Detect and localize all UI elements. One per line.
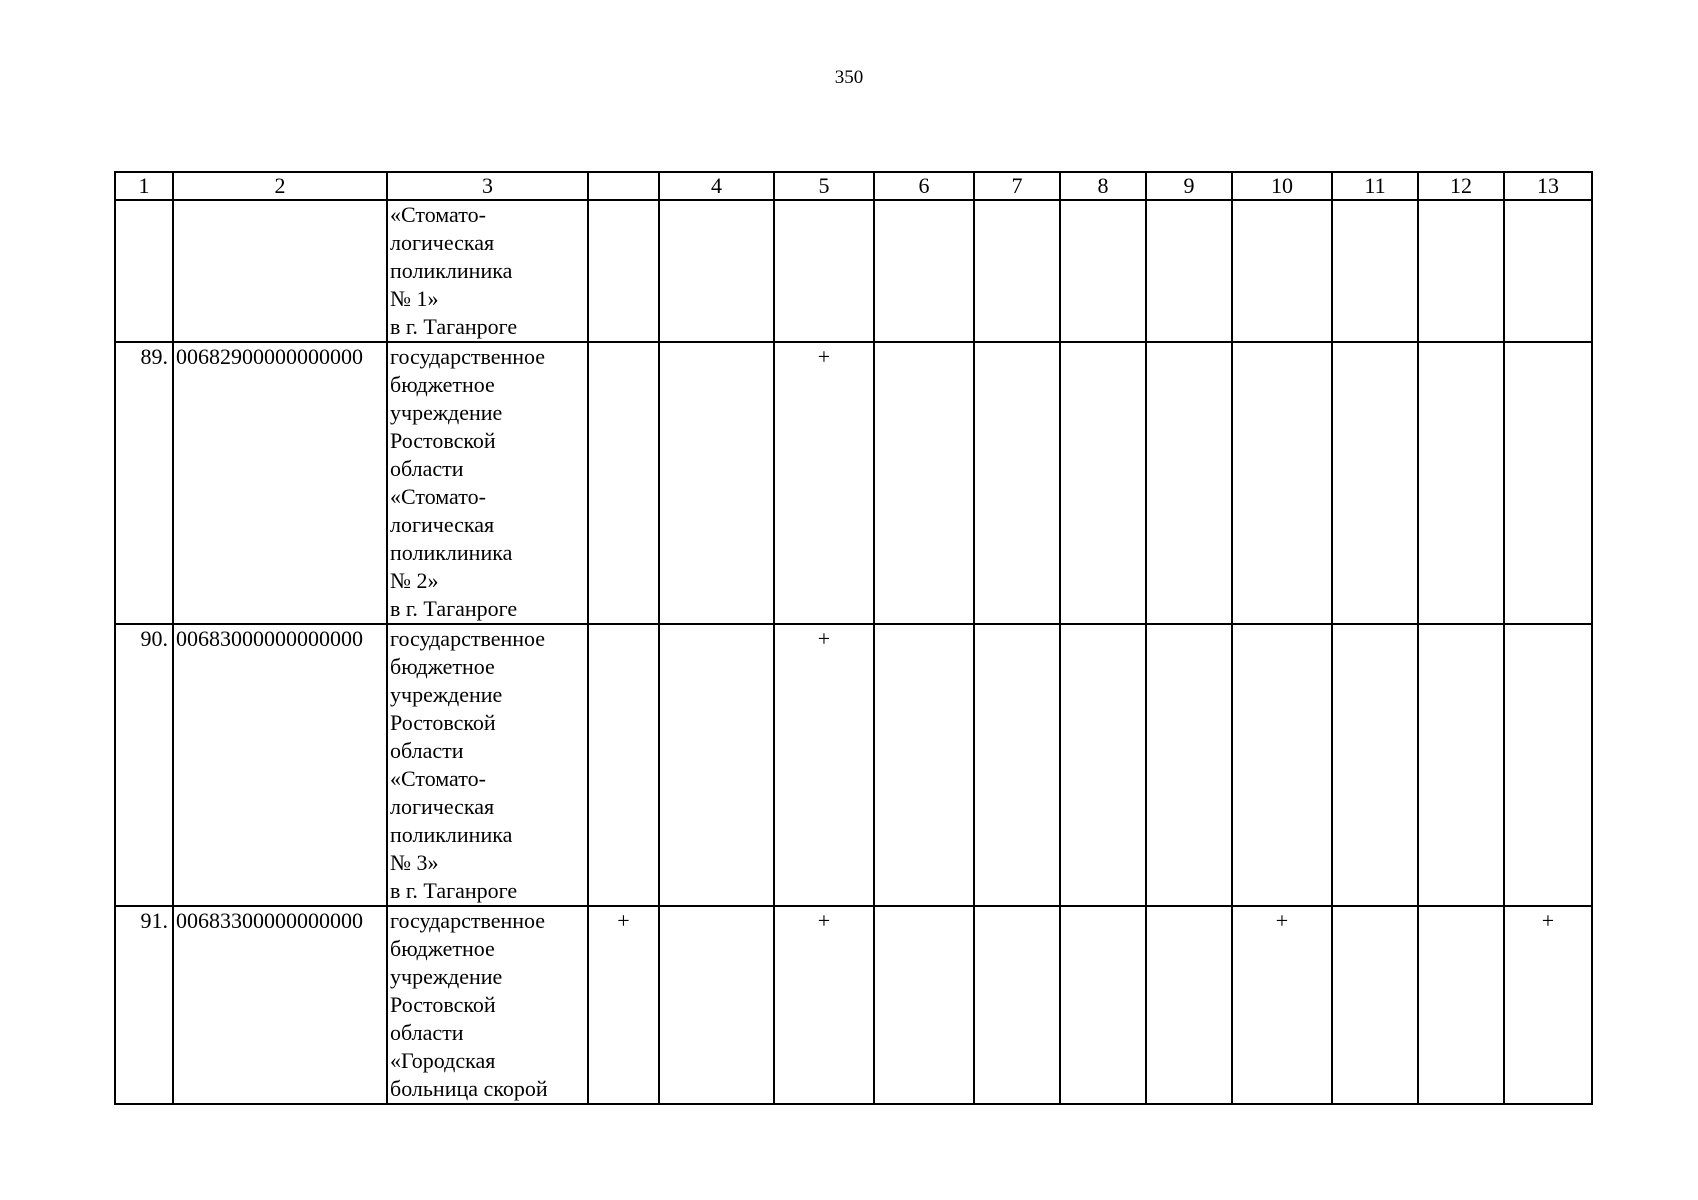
column-header: 13	[1504, 172, 1592, 200]
name-line: № 2»	[390, 568, 439, 593]
mark-cell	[1504, 624, 1592, 906]
institution-name	[387, 342, 588, 624]
mark-cell: +	[1504, 906, 1592, 1104]
mark-cell	[874, 342, 974, 624]
column-header: 9	[1146, 172, 1232, 200]
institution-name	[387, 906, 588, 1104]
column-header: 8	[1060, 172, 1146, 200]
mark-cell: +	[1232, 906, 1332, 1104]
name-line: государственное	[390, 908, 546, 933]
mark-cell	[659, 342, 774, 624]
name-line: Ростовской	[390, 992, 496, 1017]
page-number: 350	[834, 67, 864, 88]
mark-cell	[974, 342, 1060, 624]
registry-table	[114, 171, 1593, 1105]
table-row	[115, 200, 1592, 342]
table-header-row	[115, 172, 1592, 200]
table-row	[115, 906, 1592, 1104]
row-number: 91.	[115, 906, 173, 1104]
mark-cell	[1332, 906, 1418, 1104]
mark-cell	[874, 906, 974, 1104]
mark-cell	[588, 624, 659, 906]
mark-cell: +	[774, 342, 874, 624]
column-header: 2	[173, 172, 387, 200]
column-header: 1	[115, 172, 173, 200]
row-number: 90.	[115, 624, 173, 906]
name-line: «Стомато-	[390, 202, 486, 227]
row-number	[115, 200, 173, 342]
mark-cell	[1146, 342, 1232, 624]
name-line: «Городская	[390, 1048, 496, 1073]
mark-cell	[1418, 906, 1504, 1104]
mark-cell	[874, 624, 974, 906]
row-code: 00683000000000000	[173, 624, 387, 906]
mark-cell	[659, 906, 774, 1104]
mark-cell	[1332, 342, 1418, 624]
mark-cell	[1232, 342, 1332, 624]
mark-cell	[974, 624, 1060, 906]
row-code: 00682900000000000	[173, 342, 387, 624]
row-number: 89.	[115, 342, 173, 624]
mark-cell	[974, 906, 1060, 1104]
name-line: логическая	[390, 230, 495, 255]
name-line: в г. Таганроге	[390, 314, 518, 339]
mark-cell: +	[774, 906, 874, 1104]
name-line: больница скорой	[390, 1076, 548, 1101]
column-header: 7	[974, 172, 1060, 200]
mark-cell	[1146, 624, 1232, 906]
name-line: в г. Таганроге	[390, 596, 518, 621]
name-line: государственное	[390, 626, 546, 651]
mark-cell	[1332, 200, 1418, 342]
mark-cell	[1332, 624, 1418, 906]
name-line: государственное	[390, 344, 546, 369]
mark-cell	[1060, 342, 1146, 624]
mark-cell	[588, 342, 659, 624]
mark-cell	[588, 200, 659, 342]
institution-name	[387, 624, 588, 906]
mark-cell	[1418, 200, 1504, 342]
mark-cell	[1418, 342, 1504, 624]
name-line: логическая	[390, 794, 495, 819]
mark-cell	[974, 200, 1060, 342]
mark-cell	[1146, 200, 1232, 342]
name-line: области	[390, 738, 464, 763]
mark-cell: +	[774, 624, 874, 906]
mark-cell	[874, 200, 974, 342]
name-line: учреждение	[390, 682, 503, 707]
column-header: 6	[874, 172, 974, 200]
mark-cell	[659, 200, 774, 342]
name-line: Ростовской	[390, 710, 496, 735]
name-line: области	[390, 456, 464, 481]
mark-cell	[1146, 906, 1232, 1104]
column-header: 11	[1332, 172, 1418, 200]
name-line: логическая	[390, 512, 495, 537]
mark-cell	[1060, 906, 1146, 1104]
name-line: бюджетное	[390, 936, 495, 961]
mark-cell	[1504, 342, 1592, 624]
mark-cell	[1418, 624, 1504, 906]
mark-cell: +	[588, 906, 659, 1104]
mark-cell	[1060, 200, 1146, 342]
mark-cell	[1504, 200, 1592, 342]
name-line: «Стомато-	[390, 484, 486, 509]
table-row	[115, 624, 1592, 906]
name-line: учреждение	[390, 400, 503, 425]
column-header: 3	[387, 172, 588, 200]
name-line: поликлиника	[390, 540, 513, 565]
table-row	[115, 342, 1592, 624]
column-header: 4	[659, 172, 774, 200]
name-line: № 1»	[390, 286, 439, 311]
mark-cell	[774, 200, 874, 342]
mark-cell	[1232, 624, 1332, 906]
name-line: «Стомато-	[390, 766, 486, 791]
name-line: бюджетное	[390, 654, 495, 679]
name-line: области	[390, 1020, 464, 1045]
row-code: 00683300000000000	[173, 906, 387, 1104]
column-header	[588, 172, 659, 200]
column-header: 12	[1418, 172, 1504, 200]
name-line: в г. Таганроге	[390, 878, 518, 903]
row-code	[173, 200, 387, 342]
name-line: Ростовской	[390, 428, 496, 453]
name-line: поликлиника	[390, 258, 513, 283]
name-line: учреждение	[390, 964, 503, 989]
mark-cell	[1232, 200, 1332, 342]
column-header: 10	[1232, 172, 1332, 200]
mark-cell	[1060, 624, 1146, 906]
name-line: поликлиника	[390, 822, 513, 847]
column-header: 5	[774, 172, 874, 200]
institution-name	[387, 200, 588, 342]
name-line: бюджетное	[390, 372, 495, 397]
name-line: № 3»	[390, 850, 439, 875]
mark-cell	[659, 624, 774, 906]
